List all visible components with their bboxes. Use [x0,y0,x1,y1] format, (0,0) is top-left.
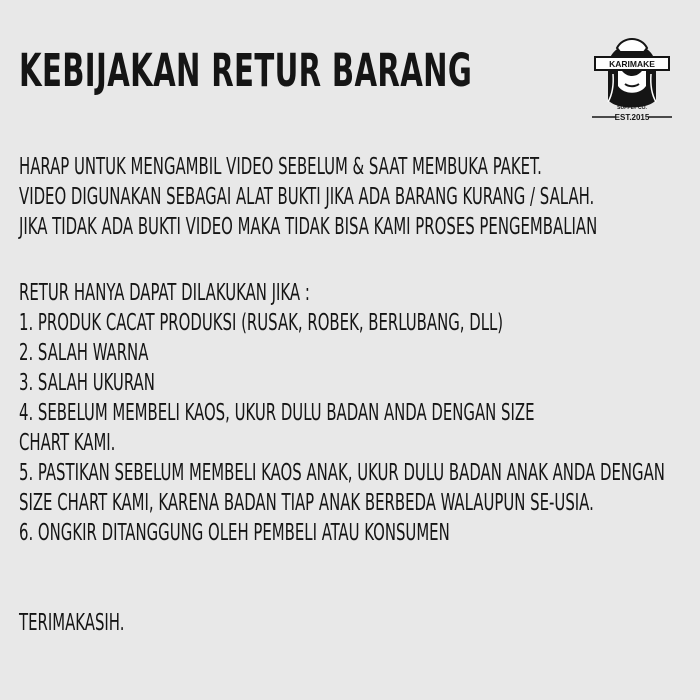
section-gap [19,242,494,278]
return-condition: 3. SALAH UKURAN [19,370,155,396]
return-condition: 6. ONGKIR DITANGGUNG OLEH PEMBELI ATAU KONSUMEN [19,520,450,546]
intro-line: HARAP UNTUK MENGAMBIL VIDEO SEBELUM & SAAT MEMBUKA PAKET. [19,154,542,180]
intro-line: JIKA TIDAK ADA BUKTI VIDEO MAKA TIDAK BISA KAMI PROSES PENGEMBALIAN [19,214,598,240]
return-condition-continued: CHART KAMI. [19,430,116,456]
logo-est: EST.2015 [614,113,650,122]
return-condition-continued: SIZE CHART KAMI, KARENA BADAN TIAP ANAK BERBEDA WALAUPUN SE-USIA. [19,490,594,516]
closing-text: TERIMAKASIH. [19,610,125,636]
intro-line: VIDEO DIGUNAKAN SEBAGAI ALAT BUKTI JIKA ADA BARANG KURANG / SALAH. [19,184,595,210]
policy-body [19,152,665,548]
page-title: KEBIJAKAN RETUR BARANG [19,44,473,97]
returns-heading: RETUR HANYA DAPAT DILAKUKAN JIKA : [19,280,310,306]
logo-tagline: SUPPLY CO. [617,105,647,111]
karimake-logo [590,18,674,128]
return-condition: 4. SEBELUM MEMBELI KAOS, UKUR DULU BADAN ANDA DENGAN SIZE [19,400,535,426]
return-condition: 2. SALAH WARNA [19,340,149,366]
return-condition: 1. PRODUK CACAT PRODUKSI (RUSAK, ROBEK, BERLUBANG, DLL) [19,310,504,336]
logo-brand: KARIMAKE [609,59,655,69]
return-condition: 5. PASTIKAN SEBELUM MEMBELI KAOS ANAK, UKUR DULU BADAN ANAK ANDA DENGAN [19,460,665,486]
